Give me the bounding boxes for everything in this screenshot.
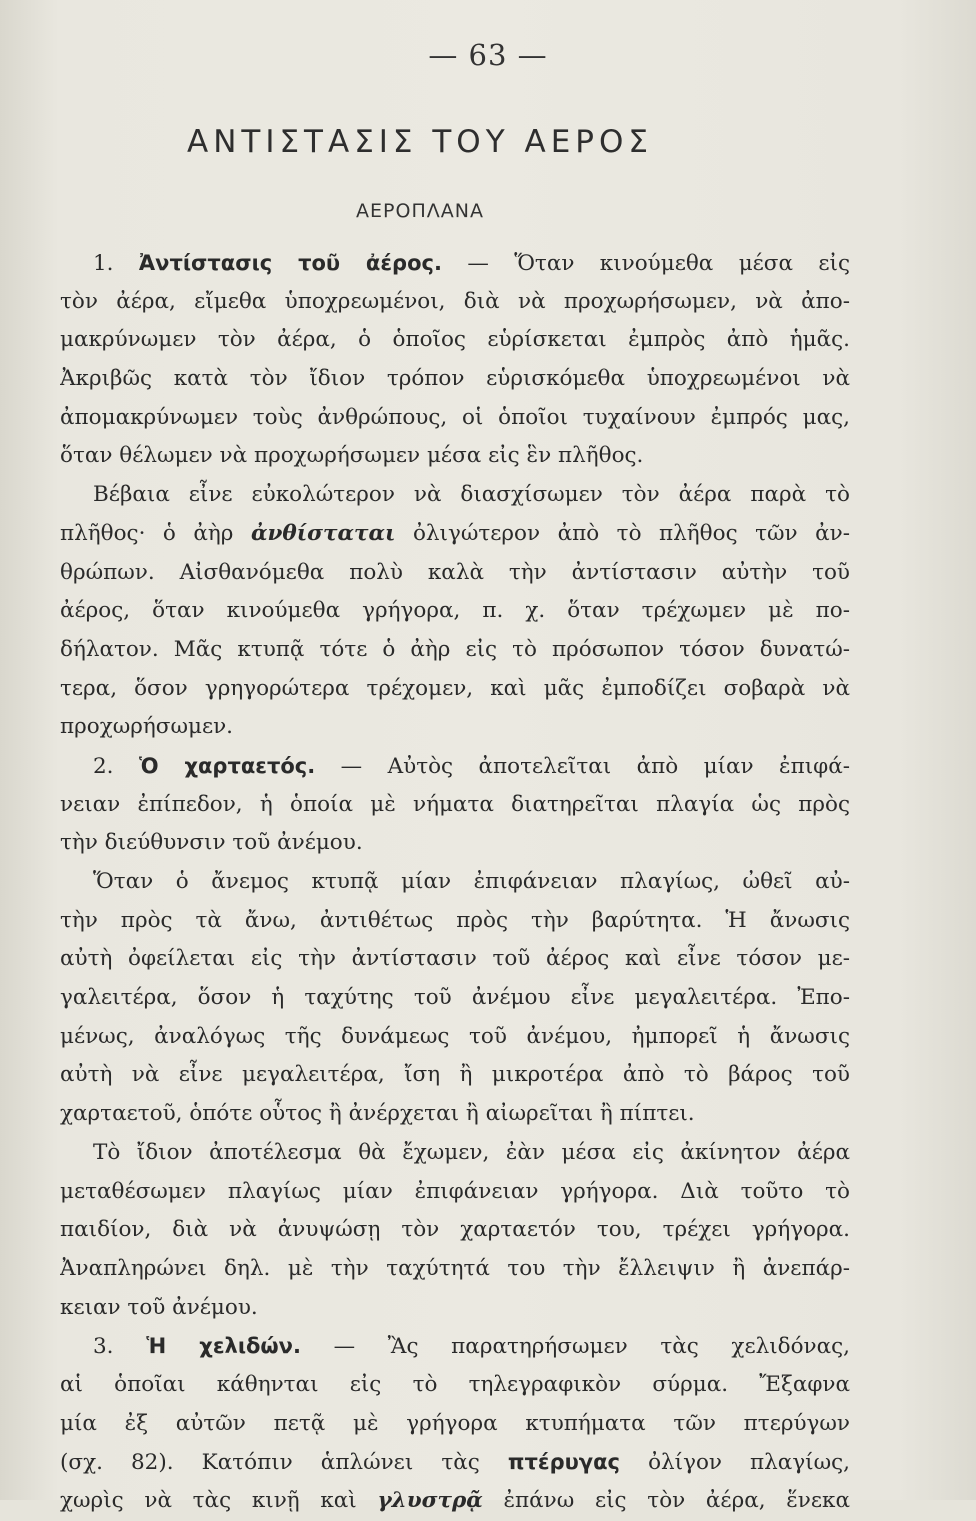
text-span: — Ἂς παρατηρήσωμεν τὰς χελιδόνας, [333,1334,850,1360]
text-line: ὅταν θέλωμεν νὰ προχωρήσωμεν μέσα εἰς ἓν πλῆθος. [60,443,644,469]
text-line [60,515,850,554]
page-number: — 63 — [428,38,548,72]
text-line: χαρταετοῦ, ὁπότε οὗτος ἢ ἀνέρχεται ἢ αἰωρεῖται ἢ πίπτει. [60,1101,695,1127]
paragraph-heading: Ἀντίστασις τοῦ ἀέρος. [138,251,442,275]
text-line: ἀπομακρύνωμεν τοὺς ἀνθρώπους, οἱ ὁποῖοι τυχαίνουν ἐμπρός μας, [60,404,850,430]
text-line: τὴν πρὸς τὰ ἄνω, ἀντιθέτως πρὸς τὴν βαρύτητα. Ἡ ἄνωσις [60,907,850,933]
text-line: Τὸ ἴδιον ἀποτέλεσμα θὰ ἔχωμεν, ἐὰν μέσα εἰς ἀκίνητον ἀέρα [93,1139,850,1165]
text-line: κειαν τοῦ ἀνέμου. [60,1294,258,1320]
text-line [60,1443,850,1482]
text-line: Ὅταν ὁ ἄνεμος κτυπᾷ μίαν ἐπιφάνειαν πλαγίως, ὠθεῖ αὐ- [93,869,850,894]
text-span: χωρὶς νὰ τὰς κινῇ καὶ [60,1488,357,1513]
text-span: ὀλιγώτερον ἀπὸ τὸ πλῆθος τῶν ἀν- [412,520,850,546]
text-line: ἀέρος, ὅταν κινούμεθα γρήγορα, π. χ. ὅταν τρέχωμεν μὲ πο- [60,598,850,624]
emphasis-term: πτέρυγας [507,1450,620,1475]
text-span: — Ὅταν κινούμεθα μέσα εἰς [467,251,850,276]
text-span: (σχ. 82). Κατόπιν ἁπλώνει τὰς [60,1450,480,1476]
paragraph-number: 1. [93,251,114,276]
text-line: νειαν ἐπίπεδον, ἡ ὁποία μὲ νήματα διατηρεῖται πλαγία ὡς πρὸς [60,791,850,817]
text-span: ἐπάνω εἰς τὸν ἀέρα, ἕνεκα [503,1488,850,1513]
text-line: μακρύνωμεν τὸν ἀέρα, ὁ ὁποῖος εὑρίσκεται ἐμπρὸς ἀπὸ ἡμᾶς. [60,327,850,353]
emphasis-term: ἀνθίσταται [250,520,396,546]
text-line: Βέβαια εἶνε εὐκολώτερον νὰ διασχίσωμεν τὸν ἀέρα παρὰ τὸ [93,482,850,508]
paragraph-number: 3. [93,1334,114,1360]
paragraph-heading: Ἡ χελιδών. [146,1334,301,1359]
text-line: μία ἐξ αὐτῶν πετᾷ μὲ γρήγορα κτυπήματα τῶν πτερύγων [60,1410,850,1436]
text-line: Ἀναπληρώνει δηλ. μὲ τὴν ταχύτητά του τὴν ἔλλειψιν ἢ ἀνεπάρ- [60,1255,850,1281]
body-text [60,244,850,1521]
text-line: τερα, ὅσον γρηγορώτερα τρέχομεν, καὶ μᾶς ἐμποδίζει σοβαρὰ νὰ [60,675,850,701]
text-line: δήλατον. Μᾶς κτυπᾷ τότε ὁ ἀὴρ εἰς τὸ πρόσωπον τόσον δυνατώ- [60,636,850,662]
text-span: — Αὐτὸς ἀποτελεῖται ἀπὸ μίαν ἐπιφά- [340,753,850,779]
text-line: θρώπων. Αἰσθανόμεθα πολὺ καλὰ τὴν ἀντίστασιν αὐτὴν τοῦ [60,559,850,585]
text-line: αὐτὴ νὰ εἶνε μεγαλειτέρα, ἴση ἢ μικροτέρα ἀπὸ τὸ βάρος τοῦ [60,1062,850,1088]
text-line: αὐτὴ ὀφείλεται εἰς τὴν ἀντίστασιν τοῦ ἀέρος καὶ εἶνε τόσον με- [60,946,850,972]
emphasis-term: γλυστρᾷ [377,1488,483,1513]
text-line [60,1327,850,1366]
text-line: γαλειτέρα, ὅσον ἡ ταχύτης τοῦ ἀνέμου εἶνε μεγαλειτέρα. Ἐπο- [60,985,850,1011]
paragraph-number: 2. [93,753,114,779]
text-line: τὸν ἀέρα, εἴμεθα ὑποχρεωμένοι, διὰ νὰ προχωρήσωμεν, νὰ ἀπο- [60,288,850,314]
text-line: τὴν διεύθυνσιν τοῦ ἀνέμου. [60,830,363,856]
chapter-title: ΑΝΤΙΣΤΑΣΙΣ ΤΟΥ ΑΕΡΟΣ [187,124,653,160]
text-line: μένως, ἀναλόγως τῆς δυνάμεως τοῦ ἀνέμου, ἠμπορεῖ ἡ ἄνωσις [60,1023,850,1049]
text-line [60,244,850,283]
text-span: πλῆθος· ὁ ἀὴρ [60,520,234,546]
text-line [60,747,850,786]
text-line: προχωρήσωμεν. [60,714,234,740]
text-line: παιδίον, διὰ νὰ ἀνυψώσῃ τὸν χαρταετόν του, τρέχει γρήγορα. [60,1217,850,1243]
text-line: Ἀκριβῶς κατὰ τὸν ἴδιον τρόπον εὑρισκόμεθα ὑποχρεωμένοι νὰ [60,366,850,392]
paragraph-heading: Ὁ χαρταετός. [138,753,316,778]
section-title: ΑΕΡΟΠΛΑΝΑ [356,200,484,222]
text-line [60,1482,850,1521]
text-span: ὀλίγον πλαγίως, [648,1450,850,1476]
text-line: μεταθέσωμεν πλαγίως μίαν ἐπιφάνειαν γρήγορα. Διὰ τοῦτο τὸ [60,1178,850,1204]
text-line: αἱ ὁποῖαι κάθηνται εἰς τὸ τηλεγραφικὸν σύρμα. Ἔξαφνα [60,1371,850,1397]
